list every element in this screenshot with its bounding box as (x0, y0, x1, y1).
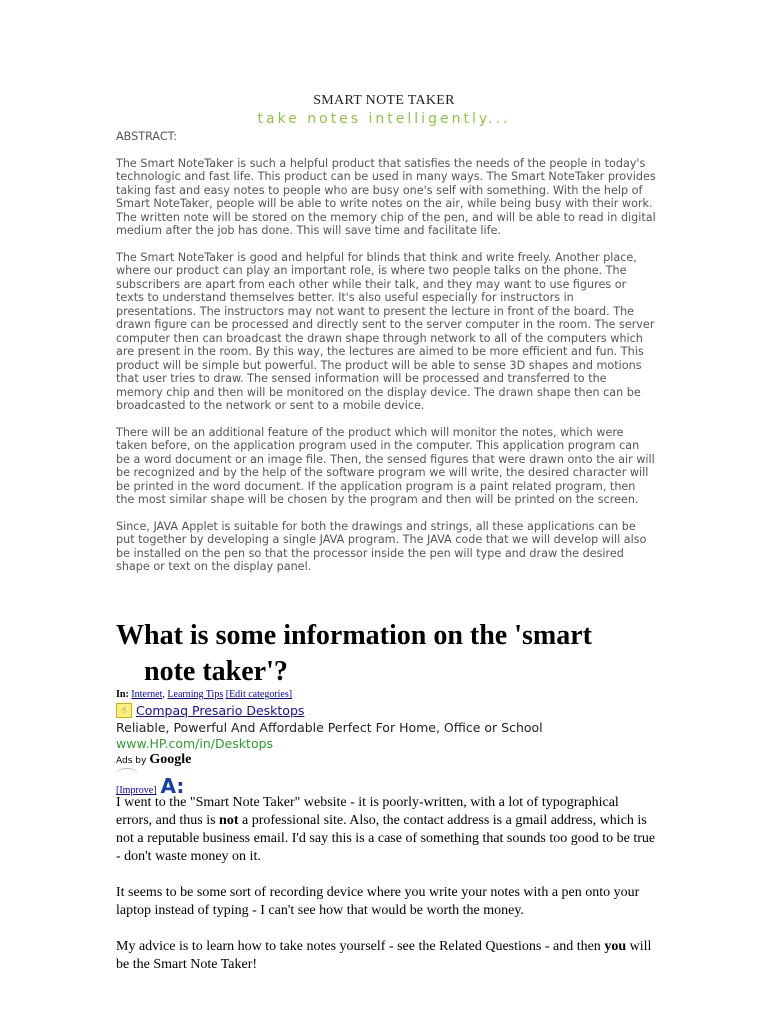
ads-by-google[interactable] (116, 752, 676, 768)
answer-paragraph-1 (116, 794, 656, 866)
answer-p1-bold: not (219, 813, 239, 828)
category-link-learning-tips[interactable]: Learning Tips (167, 689, 224, 700)
question-heading (116, 618, 676, 690)
ads-by-label: Ads by (116, 756, 147, 766)
ad-url-link[interactable]: www.HP.com/in/Desktops (116, 736, 274, 751)
answer-label: A: (160, 774, 185, 798)
answer-paragraph-3 (116, 938, 656, 974)
category-separator: , (162, 689, 165, 700)
google-logo: Google (149, 752, 192, 767)
abstract-label: ABSTRACT: (116, 130, 178, 143)
abstract-paragraph-1: The Smart NoteTaker is such a helpful product that satisfies the needs of the people in today's technologic and fast life. This product can be used in many ways. The Smart NoteTaker provides taking fast and easy notes to people who are busy one's self with something. With the help of Smart NoteTaker, people will be able to write notes on the air, while being busy with their work. The written note will be stored on the memory chip of the pen, and will be able to read in digital medium after the job has done. This will save time and facilitate life. (116, 156, 656, 237)
edit-categories-link[interactable]: [Edit categories] (225, 689, 293, 700)
abstract-section (116, 130, 656, 587)
category-bar (116, 689, 292, 700)
ad-title-link[interactable]: Compaq Presario Desktops (136, 703, 305, 718)
in-label: In: (116, 689, 129, 700)
category-link-internet[interactable]: Internet (131, 689, 163, 700)
question-line-2: note taker'? (144, 656, 288, 687)
answer-p1-text-b: a professional site. Also, the contact address is a gmail address, which is not a reputable business email. I'd say this is a case of something that sounds too good to be true - don't waste money on it. (116, 813, 656, 864)
answer-p1-text-a: I went to the "Smart Note Taker" website - it is poorly-written, with a lot of typographical errors, and thus is (116, 795, 619, 828)
answer-p3-text-b: will be the Smart Note Taker! (116, 939, 652, 972)
answer-body (116, 794, 656, 992)
abstract-paragraph-3: There will be an additional feature of the product which will monitor the notes, which were taken before, on the application program used in the computer. This application program can be a word document or an image file. Then, the sensed figures that were drawn onto the air will be recognized and by the help of the software program we will write, the desired character will be printed in the word document. If the application program is a paint related program, then the most similar shape will be chosen by the program and then will be printed on the screen. (116, 425, 655, 506)
abstract-paragraph-4: Since, JAVA Applet is suitable for both the drawings and strings, all these applications can be put together by developing a single JAVA program. The JAVA code that we will develop will also be installed on the pen so that the processor inside the pen will type and draw the desired shape or text on the display panel. (116, 519, 647, 573)
answer-p3-text-a: My advice is to learn how to take notes yourself - see the Related Questions - and then (116, 939, 605, 954)
sponsored-ad (116, 703, 676, 768)
document-title: SMART NOTE TAKER (313, 93, 455, 108)
ad-title-row (116, 703, 676, 718)
ad-pointer-icon: ☝ (116, 703, 132, 718)
abstract-paragraph-2: The Smart NoteTaker is good and helpful for blinds that think and write freely. Another place, where our product can play an important role, is where two people talks on the phone. The subscribers are apart from each other while their talk, and they may want to use figures or texts to understand themselves better. It's also useful especially for instructors in presentations. The instructors may not want to present the lecture in front of the board. The drawn figure can be processed and directly sent to the server computer in the room. The server computer then can broadcast the drawn shape through network to all of the computers which are present in the room. By this way, the lectures are aimed to be more efficient and fun. This product will be simple but powerful. The product will be able to sense 3D shapes and motions that user tries to draw. The sensed information will be processed and transferred to the memory chip and then will be monitored on the display device. The drawn shape then can be broadcasted to the network or sent to a mobile device. (116, 250, 655, 412)
answer-p3-bold: you (604, 939, 627, 954)
answer-paragraph-2: It seems to be some sort of recording device where you write your notes with a pen onto your laptop instead of typing - I can't see how that would be worth the money. (116, 885, 640, 918)
improve-link[interactable]: [Improve] (116, 785, 157, 796)
question-line-1: What is some information on the 'smart (116, 620, 592, 651)
document-tagline: take notes intelligently... (257, 111, 511, 127)
ad-description: Reliable, Powerful And Affordable Perfect For Home, Office or School (116, 720, 543, 735)
